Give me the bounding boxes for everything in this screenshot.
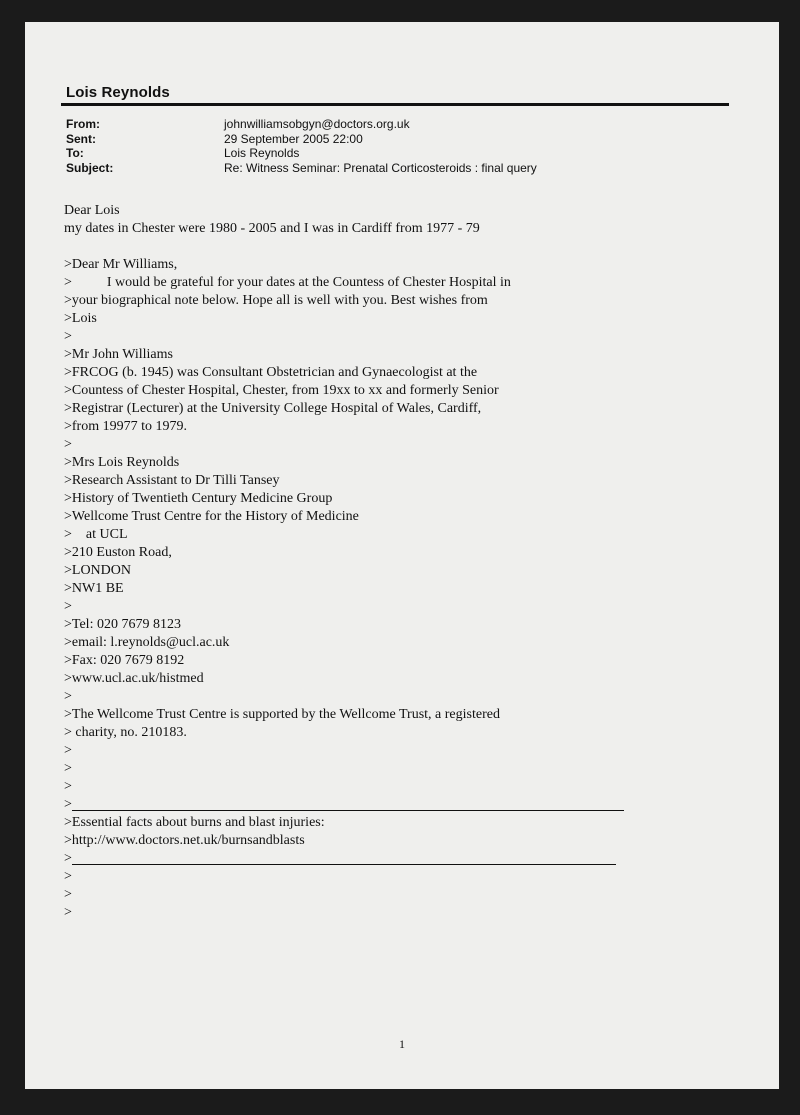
body-line: > (64, 743, 72, 758)
to-value: Lois Reynolds (224, 146, 300, 160)
body-line: >Tel: 020 7679 8123 (64, 617, 181, 632)
body-line (64, 238, 724, 256)
body-line: > charity, no. 210183. (64, 725, 187, 740)
body-line: >Countess of Chester Hospital, Chester, from 19xx to xx and formerly Senior (64, 383, 499, 398)
email-body (64, 202, 724, 922)
body-line: >LONDON (64, 563, 131, 578)
subject-row (66, 161, 537, 176)
body-line: >Registrar (Lecturer) at the University College Hospital of Wales, Cardiff, (64, 401, 482, 416)
body-line: > (64, 689, 72, 704)
signature-rule-top (64, 796, 724, 814)
header-divider (61, 103, 729, 106)
to-row (66, 146, 537, 161)
body-line: >Mrs Lois Reynolds (64, 455, 180, 470)
quote-marker: > (64, 797, 72, 812)
body-line: >210 Euston Road, (64, 545, 172, 560)
body-line: > (64, 437, 72, 452)
sent-value: 29 September 2005 22:00 (224, 131, 363, 146)
document-page (25, 22, 779, 1089)
body-line: > (64, 329, 72, 344)
body-line: > at UCL (64, 527, 128, 542)
page-number: 1 (399, 1037, 405, 1051)
from-row (66, 117, 537, 132)
body-line: Dear Lois (64, 203, 120, 218)
body-line: >NW1 BE (64, 581, 124, 596)
burns-link-line: >http://www.doctors.net.uk/burnsandblasts (64, 833, 305, 848)
body-line: > (64, 761, 72, 776)
body-line: >www.ucl.ac.uk/histmed (64, 671, 204, 686)
body-line: >your biographical note below. Hope all is well with you. Best wishes from (64, 293, 488, 308)
body-line: my dates in Chester were 1980 - 2005 and I was in Cardiff from 1977 - 79 (64, 221, 480, 236)
subject-value: Re: Witness Seminar: Prenatal Corticosteroids : final query (224, 160, 537, 175)
from-value: johnwilliamsobgyn@doctors.org.uk (224, 117, 410, 131)
body-line: >Research Assistant to Dr Tilli Tansey (64, 473, 280, 488)
body-line: > (64, 779, 72, 794)
burns-facts-line: >Essential facts about burns and blast injuries: (64, 815, 325, 830)
subject-label: Subject: (66, 160, 114, 175)
body-line: >email: l.reynolds@ucl.ac.uk (64, 635, 230, 650)
body-line: >Wellcome Trust Centre for the History of Medicine (64, 509, 359, 524)
body-line: > (64, 887, 72, 902)
underscore-rule (72, 863, 616, 865)
underscore-rule (72, 809, 624, 811)
to-label: To: (66, 146, 84, 160)
body-line: > I would be grateful for your dates at the Countess of Chester Hospital in (64, 275, 511, 290)
body-line: > (64, 599, 72, 614)
body-line: >Fax: 020 7679 8192 (64, 653, 185, 668)
from-label: From: (66, 117, 100, 131)
body-line: >Mr John Williams (64, 347, 173, 362)
body-line: >from 19977 to 1979. (64, 419, 187, 434)
body-line: > (64, 905, 72, 920)
sent-row (66, 132, 537, 147)
sent-label: Sent: (66, 131, 96, 146)
quote-marker: > (64, 851, 72, 866)
body-line: >The Wellcome Trust Centre is supported by the Wellcome Trust, a registered (64, 707, 500, 722)
email-metadata (66, 117, 537, 175)
body-line: >FRCOG (b. 1945) was Consultant Obstetrician and Gynaecologist at the (64, 365, 478, 380)
sender-header-name: Lois Reynolds (66, 84, 170, 101)
body-line: >Dear Mr Williams, (64, 257, 178, 272)
body-line: >History of Twentieth Century Medicine Group (64, 491, 333, 506)
signature-rule-bottom (64, 850, 724, 868)
body-line: >Lois (64, 311, 97, 326)
body-line: > (64, 869, 72, 884)
